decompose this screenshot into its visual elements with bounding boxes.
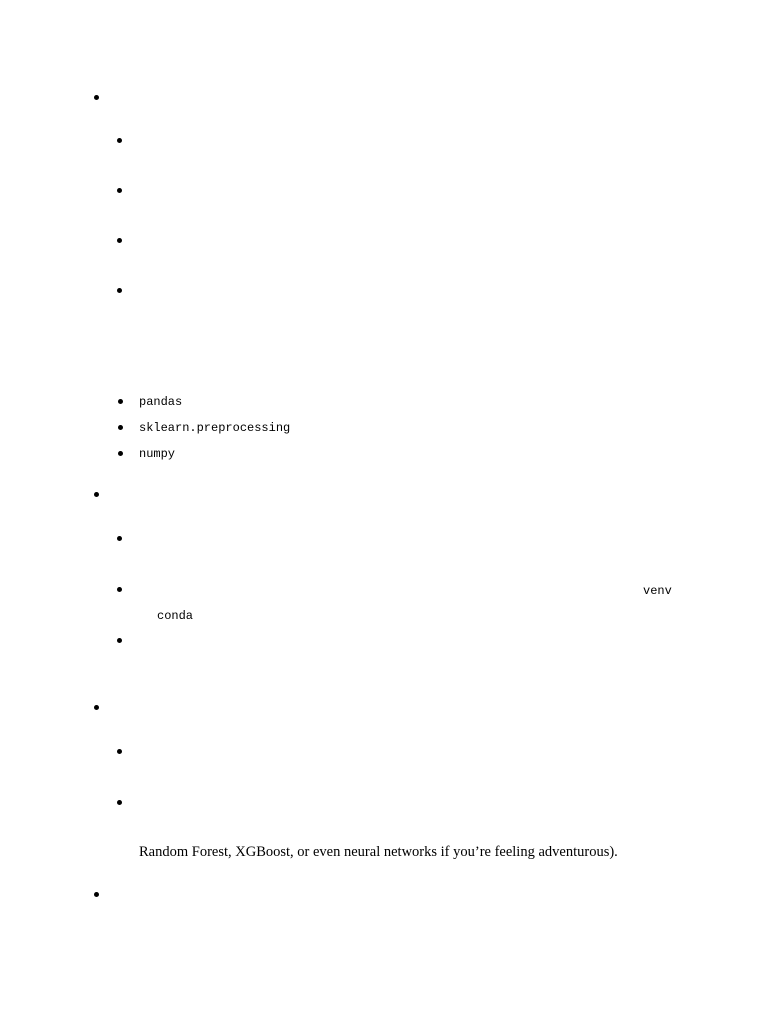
inline-code-conda: conda — [157, 609, 194, 623]
sub-bullet-2-2 — [117, 587, 122, 592]
sub-bullet-2-1 — [117, 536, 122, 541]
top-level-bullet-4 — [94, 892, 99, 897]
library-item-pandas: pandas — [139, 395, 183, 409]
sub-bullet-2-3 — [117, 638, 122, 643]
sub-bullet-1-3 — [117, 238, 122, 243]
top-level-bullet-1 — [94, 95, 99, 100]
sub-bullet-3-1 — [117, 749, 122, 754]
inline-code-venv: venv — [643, 584, 672, 598]
top-level-bullet-2 — [94, 492, 99, 497]
sub-bullet-1-4 — [117, 288, 122, 293]
library-item-numpy: numpy — [139, 447, 176, 461]
top-level-bullet-3 — [94, 705, 99, 710]
sub-bullet-1-1 — [117, 138, 122, 143]
sub-bullet-3-2 — [117, 800, 122, 805]
library-bullet-2 — [118, 425, 123, 430]
library-bullet-1 — [118, 399, 123, 404]
sub-bullet-1-2 — [117, 188, 122, 193]
library-item-sklearn-preprocessing: sklearn.preprocessing — [139, 421, 291, 435]
library-bullet-3 — [118, 451, 123, 456]
model-options-text: Random Forest, XGBoost, or even neural networks if you’re feeling adventurous). — [139, 844, 618, 860]
